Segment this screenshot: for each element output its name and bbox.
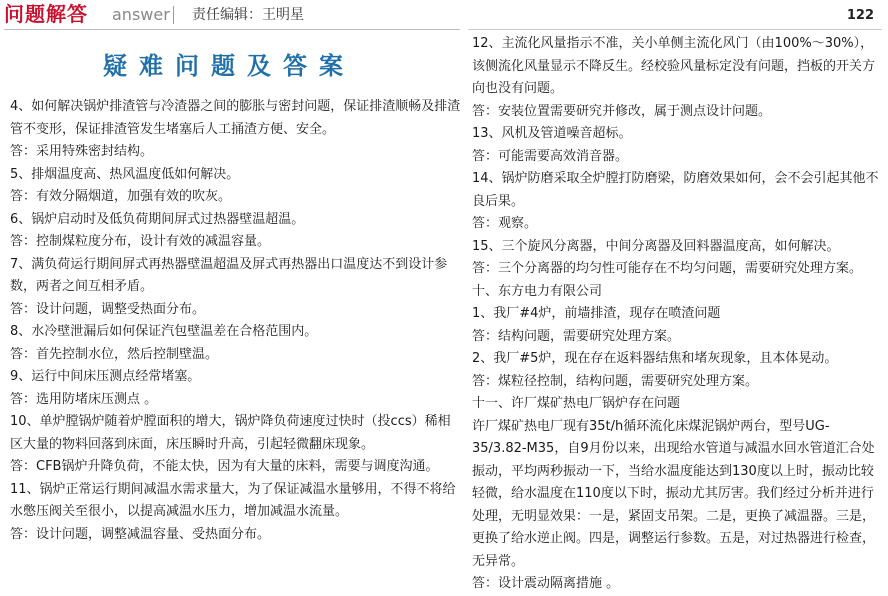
paragraph: 9、运行中间床压测点经常堵塞。: [10, 369, 201, 384]
paragraph: 答：结构问题，需要研究处理方案。: [472, 328, 681, 344]
article-title: 疑难问题及答案: [103, 52, 355, 80]
left-column: [10, 96, 462, 546]
paragraph: 6、锅炉启动时及低负荷期间屏式过热器壁温超温。: [10, 211, 305, 227]
section-logo-subtitle: answer: [112, 5, 170, 24]
paragraph: 1、我厂#4炉，前墙排渣，现存在喷渣问题: [472, 306, 721, 321]
paragraph: 答：CFB锅炉升降负荷，不能太快，因为有大量的床料，需要与调度沟通。: [10, 459, 439, 474]
paragraph: 许厂煤矿热电厂现有35t/h循环流化床煤泥锅炉两台，型号UG-35/3.82-M35，自9月份以来，出现给水管道与减温水回水管道汇合处振动，平均两秒振动一下，当给水温度能达到130度以上时，振动比较轻微，给水温度在110度以下时，振动尤其厉害。我们经过分析并进行处理，无明显效果：一是，紧固支吊架。二是，更换了减温器。三是，更换了给水逆止阀。四是，调整运行参数。五是，对过热器进行检查，无异常。: [472, 418, 876, 569]
page-number: 122: [846, 8, 874, 23]
paragraph: 13、风机及管道噪音超标。: [472, 126, 632, 141]
paragraph: 答：观察。: [472, 216, 538, 231]
paragraph: 7、满负荷运行期间屏式再热器壁温超温及屏式再热器出口温度达不到设计参数，两者之间互相矛盾。: [10, 256, 448, 294]
paragraph: 答：安装位置需要研究并修改，属于测点设计问题。: [472, 103, 772, 119]
paragraph: 答：控制煤粒度分布，设计有效的减温容量。: [10, 234, 271, 249]
paragraph: 答：三个分离器的均匀性可能存在不均匀问题，需要研究处理方案。: [472, 261, 863, 276]
paragraph: 4、如何解决锅炉排渣管与冷渣器之间的膨胀与密封问题，保证排渣顺畅及排渣管不变形，保证排渣管发生堵塞后人工捅渣方便、安全。: [10, 99, 461, 137]
paragraph: 答：设计问题，调整减温容量、受热面分布。: [10, 526, 271, 542]
header-rule-left: [4, 29, 460, 30]
paragraph: 答：可能需要高效消音器。: [472, 148, 629, 164]
header-rule-right: [468, 29, 882, 30]
paragraph: 12、主流化风量指示不准，关小单侧主流化风门（由100%～30%），该侧流化风量显示不降反生。经校验风量标定没有问题，挡板的开关方向也没有问题。: [472, 36, 876, 96]
header-divider: [173, 6, 174, 24]
paragraph: 答：设计震动隔离措施 。: [472, 576, 620, 591]
section-heading: 十、东方电力有限公司: [472, 283, 603, 299]
paragraph: 答：有效分隔烟道，加强有效的吹灰。: [10, 189, 232, 204]
paragraph: 答：首先控制水位，然后控制壁温。: [10, 346, 219, 362]
paragraph: 15、三个旋风分离器，中间分离器及回料器温度高，如何解决。: [472, 238, 840, 254]
section-heading: 十一、许厂煤矿热电厂锅炉存在问题: [472, 396, 681, 411]
paragraph: 14、锅炉防磨采取全炉膛打防磨梁，防磨效果如何，会不会引起其他不良后果。: [472, 171, 879, 209]
paragraph: 10、单炉膛锅炉随着炉膛面积的增大，锅炉降负荷速度过快时（投ccs）稀相区大量的物料回落到床面，床压瞬时升高，引起轻微翻床现象。: [10, 414, 451, 452]
paragraph: 2、我厂#5炉，现在存在返料器结焦和堵灰现象，且本体晃动。: [472, 351, 838, 366]
page-header: [0, 0, 888, 30]
paragraph: 答：设计问题，调整受热面分布。: [10, 301, 206, 317]
paragraph: 答：煤粒径控制，结构问题，需要研究处理方案。: [472, 373, 759, 389]
paragraph: 8、水冷壁泄漏后如何保证汽包壁温差在合格范围内。: [10, 324, 318, 339]
right-column: [472, 33, 882, 596]
section-logo: 问题解答: [4, 2, 88, 26]
editor-credit: 责任编辑：王明星: [192, 7, 304, 23]
paragraph: 答：选用防堵床压测点 。: [10, 391, 158, 407]
paragraph: 答：采用特殊密封结构。: [10, 144, 154, 159]
paragraph: 11、锅炉正常运行期间减温水需求量大，为了保证减温水量够用，不得不将给水憋压阀关至很小，以提高减温水压力，增加减温水流量。: [10, 481, 456, 519]
paragraph: 5、排烟温度高、热风温度低如何解决。: [10, 166, 240, 182]
